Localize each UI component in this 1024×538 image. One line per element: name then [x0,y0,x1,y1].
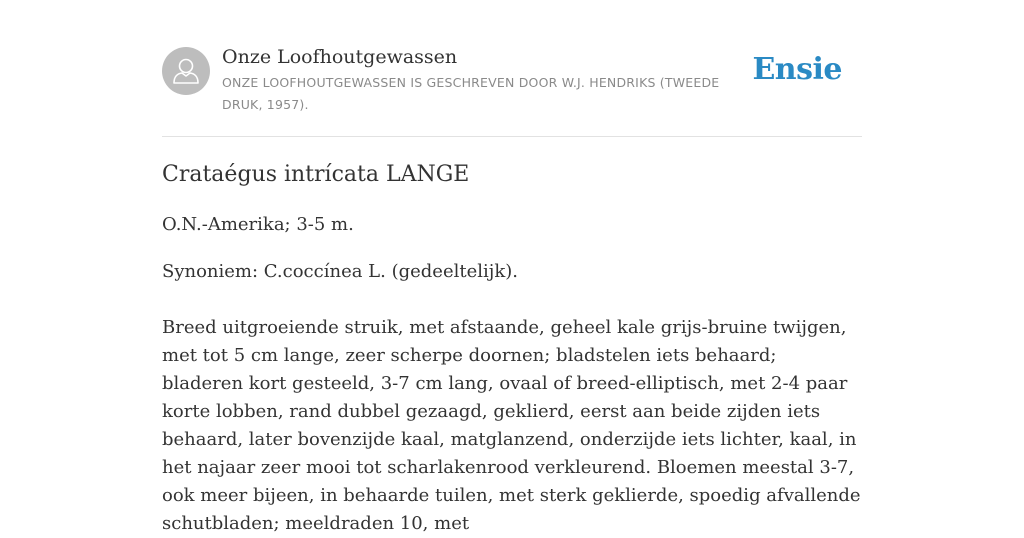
source-title[interactable]: Onze Loofhoutgewassen [222,46,458,68]
source-description: ONZE LOOFHOUTGEWASSEN IS GESCHREVEN DOOR W.J. HENDRIKS (TWEEDE DRUK, 1957). [222,75,720,112]
entry-content [162,158,862,538]
source-header [162,0,862,137]
entry-origin: O.N.-Amerika; 3-5 m. [162,214,354,235]
entry-synonym: Synoniem: C.coccínea L. (gedeeltelijk). [162,261,518,282]
entry-title: Crataégus intrícata LANGE [162,162,470,187]
ensie-logo[interactable]: Ensie [752,52,842,87]
user-silhouette-icon [162,47,210,95]
avatar[interactable] [162,47,210,95]
entry-description: Breed uitgroeiende struik, met afstaande, geheel kale grijs-bruine twijgen, met tot 5 cm lange, zeer scherpe doornen; bladstelen iets behaard; bladeren kort gesteeld, 3-7 cm lang, ovaal of breed-elliptisch, met 2-4 paar korte lobben, rand dubbel gezaagd, geklierd, eerst aan beide zijden iets behaard, later bovenzijde kaal, matglanzend, onderzijde iets lichter, kaal, in het najaar zeer mooi tot scharlakenrood verkleurend. Bloemen meestal 3-7, ook meer bijeen, in behaarde tuilen, met sterk geklierde, spoedig afvallende schutbladen; meeldraden 10, met [162,317,861,534]
